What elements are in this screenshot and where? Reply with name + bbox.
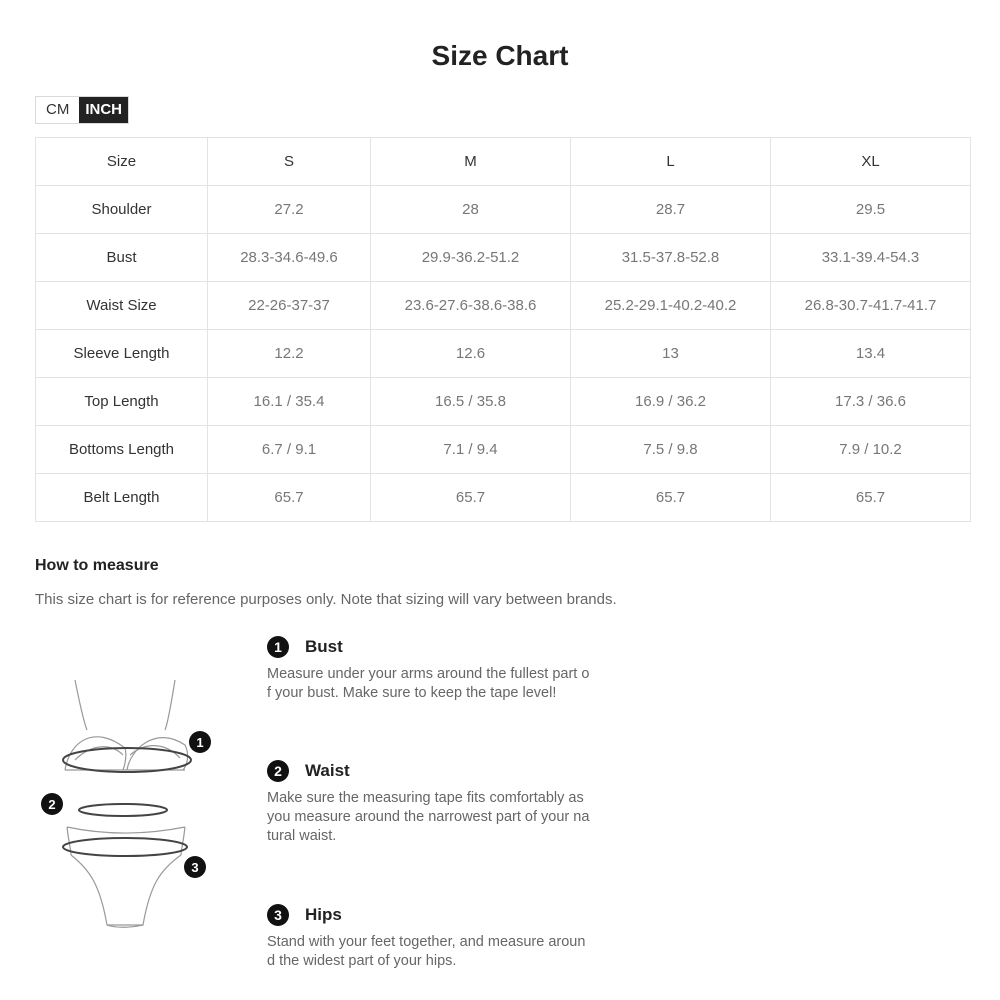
table-row <box>36 186 971 234</box>
page-title: Size Chart <box>431 40 569 71</box>
size-column-header: XL <box>771 138 971 186</box>
table-cell: 16.9 / 36.2 <box>571 378 771 426</box>
table-cell: 7.1 / 9.4 <box>371 426 571 474</box>
table-cell: 65.7 <box>771 474 971 522</box>
row-label: Bust <box>36 234 208 282</box>
step-bust <box>267 635 637 703</box>
table-cell: 27.2 <box>208 186 371 234</box>
table-header-row <box>36 138 971 186</box>
table-cell: 16.1 / 35.4 <box>208 378 371 426</box>
svg-text:3: 3 <box>191 860 199 875</box>
table-row <box>36 282 971 330</box>
table-cell: 16.5 / 35.8 <box>371 378 571 426</box>
row-label: Waist Size <box>36 282 208 330</box>
table-cell: 65.7 <box>208 474 371 522</box>
table-cell: 28 <box>371 186 571 234</box>
how-to-measure-title: How to measure <box>35 557 159 574</box>
table-cell: 17.3 / 36.6 <box>771 378 971 426</box>
step-number-badge: 3 <box>267 904 289 926</box>
table-cell: 6.7 / 9.1 <box>208 426 371 474</box>
size-table <box>35 137 971 522</box>
row-label: Shoulder <box>36 186 208 234</box>
unit-toggle <box>35 96 129 124</box>
table-cell: 25.2-29.1-40.2-40.2 <box>571 282 771 330</box>
table-row <box>36 330 971 378</box>
step-waist <box>267 759 637 846</box>
step-title: Waist <box>305 761 350 780</box>
step-number-badge: 2 <box>267 760 289 782</box>
table-cell: 7.5 / 9.8 <box>571 426 771 474</box>
table-cell: 13 <box>571 330 771 378</box>
table-cell: 31.5-37.8-52.8 <box>571 234 771 282</box>
step-title: Hips <box>305 905 342 924</box>
table-cell: 29.9-36.2-51.2 <box>371 234 571 282</box>
table-cell: 65.7 <box>371 474 571 522</box>
table-cell: 65.7 <box>571 474 771 522</box>
table-cell: 7.9 / 10.2 <box>771 426 971 474</box>
row-label: Size <box>36 138 208 186</box>
size-column-header: L <box>571 138 771 186</box>
table-row <box>36 426 971 474</box>
table-cell: 12.2 <box>208 330 371 378</box>
table-row <box>36 474 971 522</box>
table-cell: 13.4 <box>771 330 971 378</box>
row-label: Belt Length <box>36 474 208 522</box>
table-cell: 23.6-27.6-38.6-38.6 <box>371 282 571 330</box>
table-row <box>36 378 971 426</box>
unit-inch-button[interactable]: INCH <box>79 97 128 123</box>
table-cell: 12.6 <box>371 330 571 378</box>
table-cell: 29.5 <box>771 186 971 234</box>
svg-text:1: 1 <box>196 735 204 750</box>
step-description: Stand with your feet together, and measure aroun d the widest part of your hips. <box>267 934 586 969</box>
size-column-header: M <box>371 138 571 186</box>
row-label: Sleeve Length <box>36 330 208 378</box>
how-to-measure-note: This size chart is for reference purposes only. Note that sizing will vary between brands. <box>35 591 617 608</box>
table-cell: 26.8-30.7-41.7-41.7 <box>771 282 971 330</box>
table-cell: 33.1-39.4-54.3 <box>771 234 971 282</box>
table-row <box>36 234 971 282</box>
bikini-measure-illustration <box>35 670 235 940</box>
table-cell: 28.3-34.6-49.6 <box>208 234 371 282</box>
row-label: Bottoms Length <box>36 426 208 474</box>
step-number-badge: 1 <box>267 636 289 658</box>
step-title: Bust <box>305 637 343 656</box>
table-cell: 28.7 <box>571 186 771 234</box>
step-description: Measure under your arms around the fullest part o f your bust. Make sure to keep the tape level! <box>267 666 590 701</box>
unit-cm-button[interactable]: CM <box>36 97 79 123</box>
svg-text:2: 2 <box>48 797 56 812</box>
size-column-header: S <box>208 138 371 186</box>
step-description: Make sure the measuring tape fits comfortably as you measure around the narrowest part of your na tural waist. <box>267 790 590 844</box>
step-hips <box>267 903 637 971</box>
table-cell: 22-26-37-37 <box>208 282 371 330</box>
row-label: Top Length <box>36 378 208 426</box>
